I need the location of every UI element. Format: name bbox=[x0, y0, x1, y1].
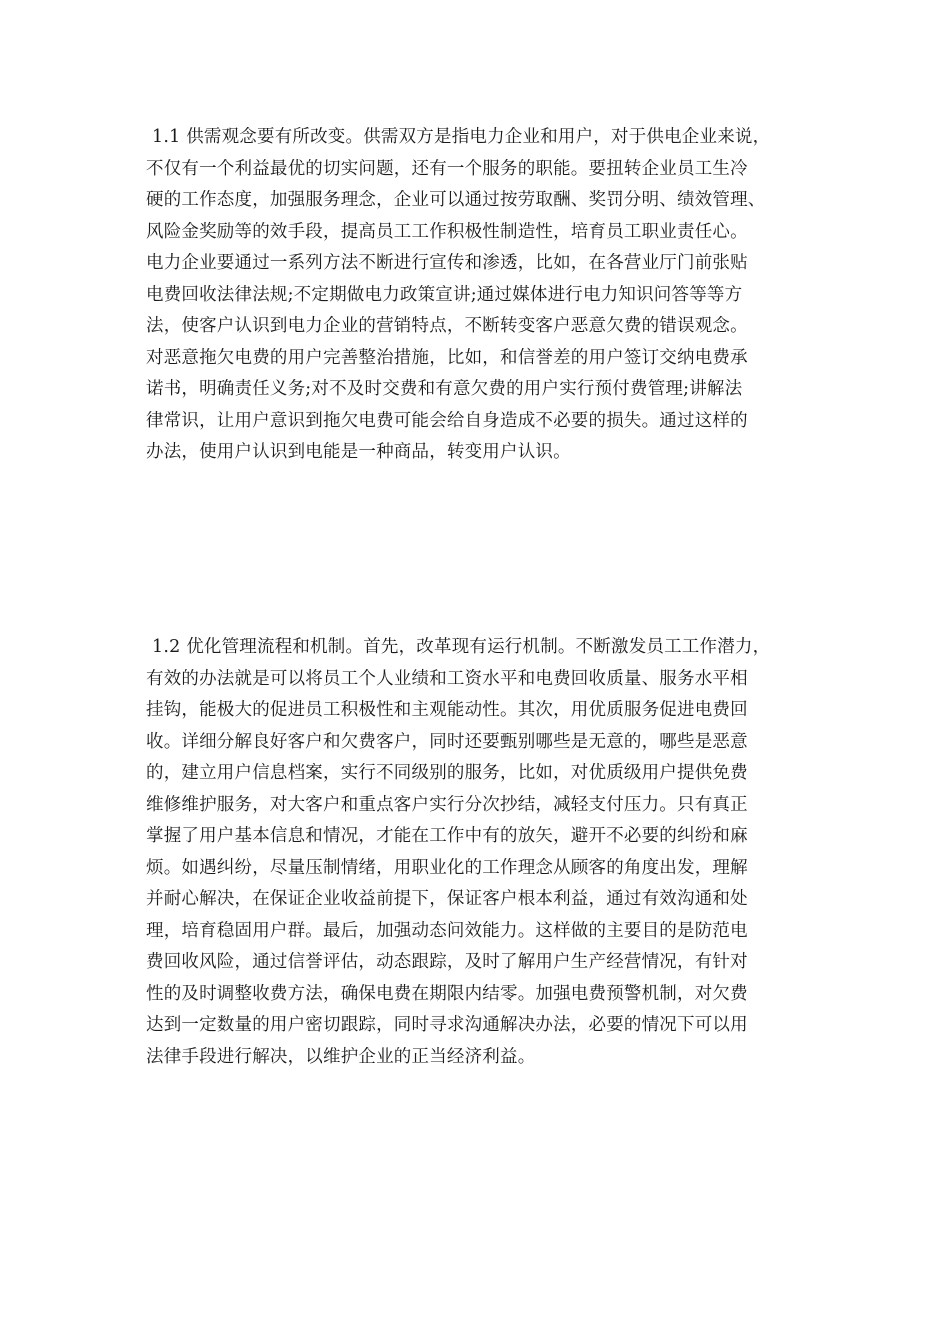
text-line: 硬的工作态度，加强服务理念，企业可以通过按劳取酬、奖罚分明、绩效管理、 bbox=[146, 190, 766, 210]
text-line: 收。详细分解良好客户和欠费客户，同时还要甄别哪些是无意的，哪些是恶意 bbox=[146, 731, 748, 752]
text-line: 有效的办法就是可以将员工个人业绩和工资水平和电费回收质量、服务水平相 bbox=[146, 668, 748, 689]
text-line: 的，建立用户信息档案，实行不同级别的服务，比如，对优质级用户提供免费 bbox=[146, 763, 748, 783]
text-line: 理，培育稳固用户群。最后，加强动态问效能力。这样做的主要目的是防范电 bbox=[146, 920, 748, 941]
text-line: 法，使客户认识到电力企业的营销特点，不断转变客户恶意欠费的错误观念。 bbox=[146, 316, 748, 336]
text-line: 律常识，让用户意识到拖欠电费可能会给自身造成不必要的损失。通过这样的 bbox=[146, 410, 748, 431]
text-line: 达到一定数量的用户密切跟踪，同时寻求沟通解决办法，必要的情况下可以用 bbox=[146, 1015, 748, 1035]
text-line: 办法，使用户认识到电能是一种商品，转变用户认识。 bbox=[146, 442, 571, 462]
text-line: 维修维护服务，对大客户和重点客户实行分次抄结，减轻支付压力。只有真正 bbox=[146, 794, 748, 815]
text-line: 烦。如遇纠纷，尽量压制情绪，用职业化的工作理念从顾客的角度出发，理解 bbox=[146, 857, 748, 878]
text-line: 电费回收法律法规;不定期做电力政策宣讲;通过媒体进行电力知识问答等等方 bbox=[146, 284, 743, 305]
text-line: 挂钩，能极大的促进员工积极性和主观能动性。其次，用优质服务促进电费回 bbox=[146, 700, 748, 720]
text-line: 诺书，明确责任义务;对不及时交费和有意欠费的用户实行预付费管理;讲解法 bbox=[146, 379, 743, 399]
text-line: 1.1 供需观念要有所改变。供需双方是指电力企业和用户，对于供电企业来说， bbox=[152, 127, 771, 147]
text-line: 法律手段进行解决，以维护企业的正当经济利益。 bbox=[146, 1046, 536, 1067]
section-1-1 bbox=[146, 122, 826, 469]
text-line: 1.2 优化管理流程和机制。首先，改革现有运行机制。不断激发员工工作潜力， bbox=[152, 637, 771, 657]
text-line: 并耐心解决，在保证企业收益前提下，保证客户根本利益，通过有效沟通和处 bbox=[146, 889, 748, 909]
text-line: 风险金奖励等的效手段，提高员工工作积极性制造性，培育员工职业责任心。 bbox=[146, 221, 748, 242]
text-line: 费回收风险，通过信誉评估，动态跟踪，及时了解用户生产经营情况，有针对 bbox=[146, 952, 748, 972]
text-line: 电力企业要通过一系列方法不断进行宣传和渗透，比如，在各营业厅门前张贴 bbox=[146, 253, 748, 273]
text-line: 掌握了用户基本信息和情况，才能在工作中有的放矢，避开不必要的纠纷和麻 bbox=[146, 826, 748, 846]
text-line: 不仅有一个利益最优的切实问题，还有一个服务的职能。要扭转企业员工生冷 bbox=[146, 158, 748, 179]
section-1-2 bbox=[146, 632, 826, 1073]
text-line: 性的及时调整收费方法，确保电费在期限内结零。加强电费预警机制，对欠费 bbox=[146, 983, 748, 1004]
text-line: 对恶意拖欠电费的用户完善整治措施，比如，和信誉差的用户签订交纳电费承 bbox=[146, 347, 748, 368]
